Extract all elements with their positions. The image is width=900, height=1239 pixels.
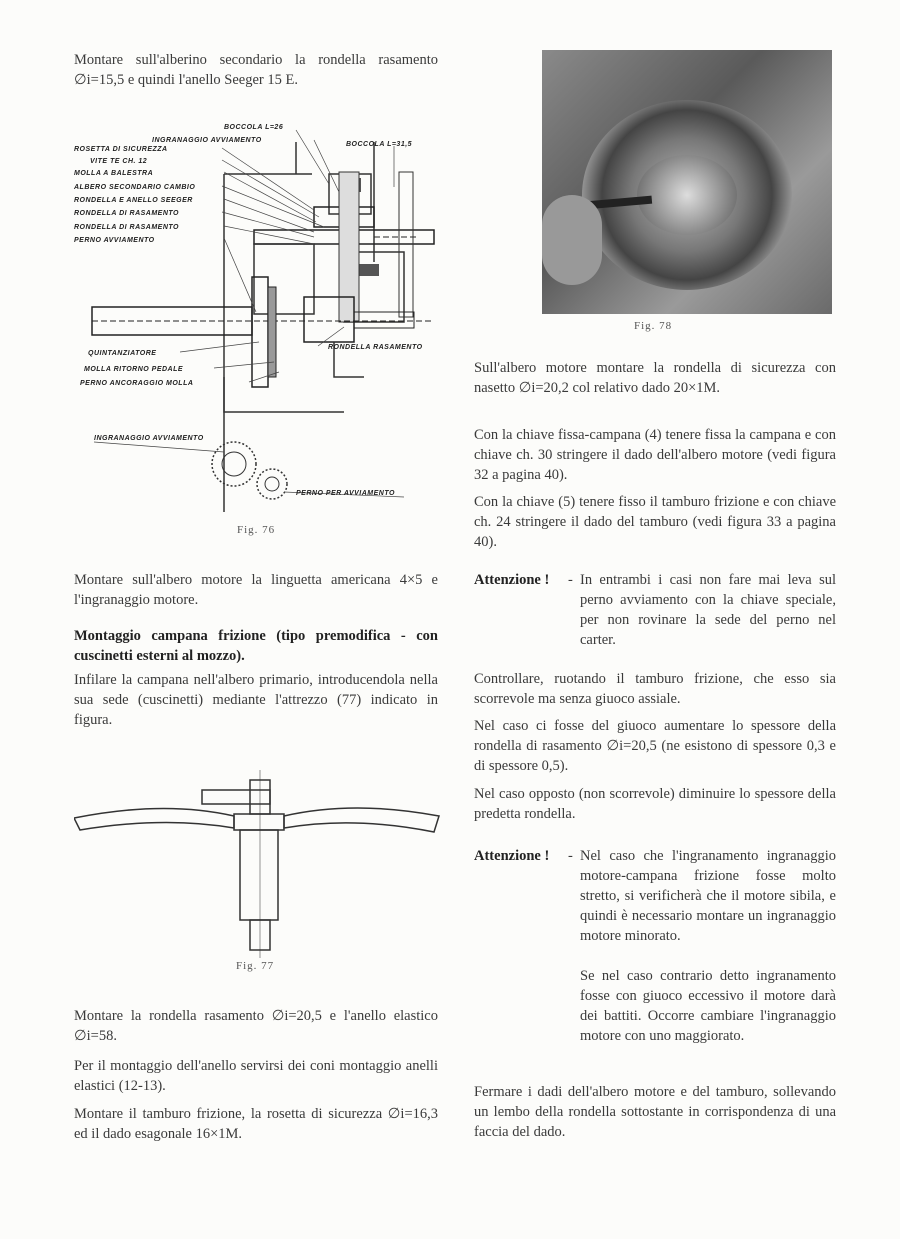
paragraph: Infilare la campana nell'albero primario, introducendola nella sua sede (cuscinetti) mediante l'attrezzo (77) indicato in figura. xyxy=(74,672,438,728)
label-molla-ritorno: MOLLA RITORNO PEDALE xyxy=(84,366,184,373)
attention-text: Nel caso che l'ingranamento ingranaggio motore-campana frizione fosse molto stretto, si verificherà che il motore sibila, e quindi è necessario montare un ingranaggio motore minorato. xyxy=(580,848,836,944)
attention-text: Se nel caso contrario detto ingranamento fosse con giuoco eccessivo il motore darà dei battiti. Occorre cambiare l'ingranaggio motore con uno maggiorato. xyxy=(580,968,836,1044)
label-rondella-rasamento-1: RONDELLA DI RASAMENTO xyxy=(74,210,179,217)
paragraph: Montare il tamburo frizione, la rosetta di sicurezza ∅i=16,3 ed il dado esagonale 16×1M. xyxy=(74,1106,438,1142)
paragraph: Montare sull'alberino secondario la rondella rasamento ∅i=15,5 e quindi l'anello Seeger 15 E. xyxy=(74,52,438,88)
paragraph: Con la chiave (5) tenere fisso il tamburo frizione e con chiave ch. 24 stringere il dado del tamburo (vedi figura 33 a pagina 40). xyxy=(474,494,836,550)
label-rosetta-sicurezza: ROSETTA DI SICUREZZA xyxy=(74,146,168,153)
paragraph: Sull'albero motore montare la rondella di sicurezza con nasetto ∅i=20,2 col relativo dado 20×1M. xyxy=(474,360,836,396)
paragraph: Controllare, ruotando il tamburo frizione, che esso sia scorrevole ma senza giuoco assiale. xyxy=(474,671,836,707)
attention-dash: - xyxy=(568,848,573,864)
label-vite: VITE TE CH. 12 xyxy=(90,158,148,165)
section-heading: Montaggio campana frizione (tipo premodifica - con cuscinetti esterni al mozzo). xyxy=(74,628,438,664)
label-perno-per-avviamento: PERNO PER AVVIAMENTO xyxy=(296,490,395,497)
label-albero-secondario: ALBERO SECONDARIO CAMBIO xyxy=(74,184,196,191)
label-quintanziatore: QUINTANZIATORE xyxy=(88,350,157,357)
fig78-caption: Fig. 78 xyxy=(634,320,673,332)
label-rondella-seeger: RONDELLA E ANELLO SEEGER xyxy=(74,197,193,204)
fig78-photo xyxy=(542,50,832,314)
label-perno-avviamento: PERNO AVVIAMENTO xyxy=(74,237,155,244)
paragraph: Nel caso opposto (non scorrevole) diminuire lo spessore della predetta rondella. xyxy=(474,786,836,822)
label-molla-balestra: MOLLA A BALESTRA xyxy=(74,170,154,177)
paragraph: Nel caso ci fosse del giuoco aumentare lo spessore della rondella di rasamento ∅i=20,5 (ne esistono di spessore 0,3 e di spessore 0,5). xyxy=(474,718,836,774)
label-rondella-rasamento-3: RONDELLA RASAMENTO xyxy=(328,344,423,351)
fig76-assembly-diagram xyxy=(74,112,454,512)
attention-dash: - xyxy=(568,572,573,588)
label-boccola-26: BOCCOLA L=26 xyxy=(224,124,284,131)
label-boccola-31-5: BOCCOLA L=31,5 xyxy=(346,141,413,148)
label-ingranaggio-avviamento: INGRANAGGIO AVVIAMENTO xyxy=(152,137,262,144)
label-perno-ancoraggio: PERNO ANCORAGGIO MOLLA xyxy=(80,380,194,387)
paragraph: Fermare i dadi dell'albero motore e del tamburo, sollevando un lembo della rondella sottostante in corrispondenza di una faccia del dado. xyxy=(474,1084,836,1140)
attention-label: Attenzione ! xyxy=(474,848,550,864)
fig76-caption: Fig. 76 xyxy=(237,524,276,536)
fig77-tool-diagram xyxy=(74,770,444,960)
paragraph: Montare la rondella rasamento ∅i=20,5 e l'anello elastico ∅i=58. xyxy=(74,1008,438,1044)
paragraph: Montare sull'albero motore la linguetta americana 4×5 e l'ingranaggio motore. xyxy=(74,572,438,608)
paragraph: Con la chiave fissa-campana (4) tenere fissa la campana e con chiave ch. 30 stringere il dado dell'albero motore (vedi figura 32 a pagina 40). xyxy=(474,427,836,483)
paragraph: Per il montaggio dell'anello servirsi dei coni montaggio anelli elastici (12-13). xyxy=(74,1058,438,1094)
attention-label: Attenzione ! xyxy=(474,572,550,588)
label-ingranaggio-avviamento-2: INGRANAGGIO AVVIAMENTO xyxy=(94,435,204,442)
fig77-caption: Fig. 77 xyxy=(236,960,275,972)
label-rondella-rasamento-2: RONDELLA DI RASAMENTO xyxy=(74,224,179,231)
attention-text: In entrambi i casi non fare mai leva sul perno avviamento con la chiave speciale, per non rovinare la sede del perno nel carter. xyxy=(580,572,836,648)
